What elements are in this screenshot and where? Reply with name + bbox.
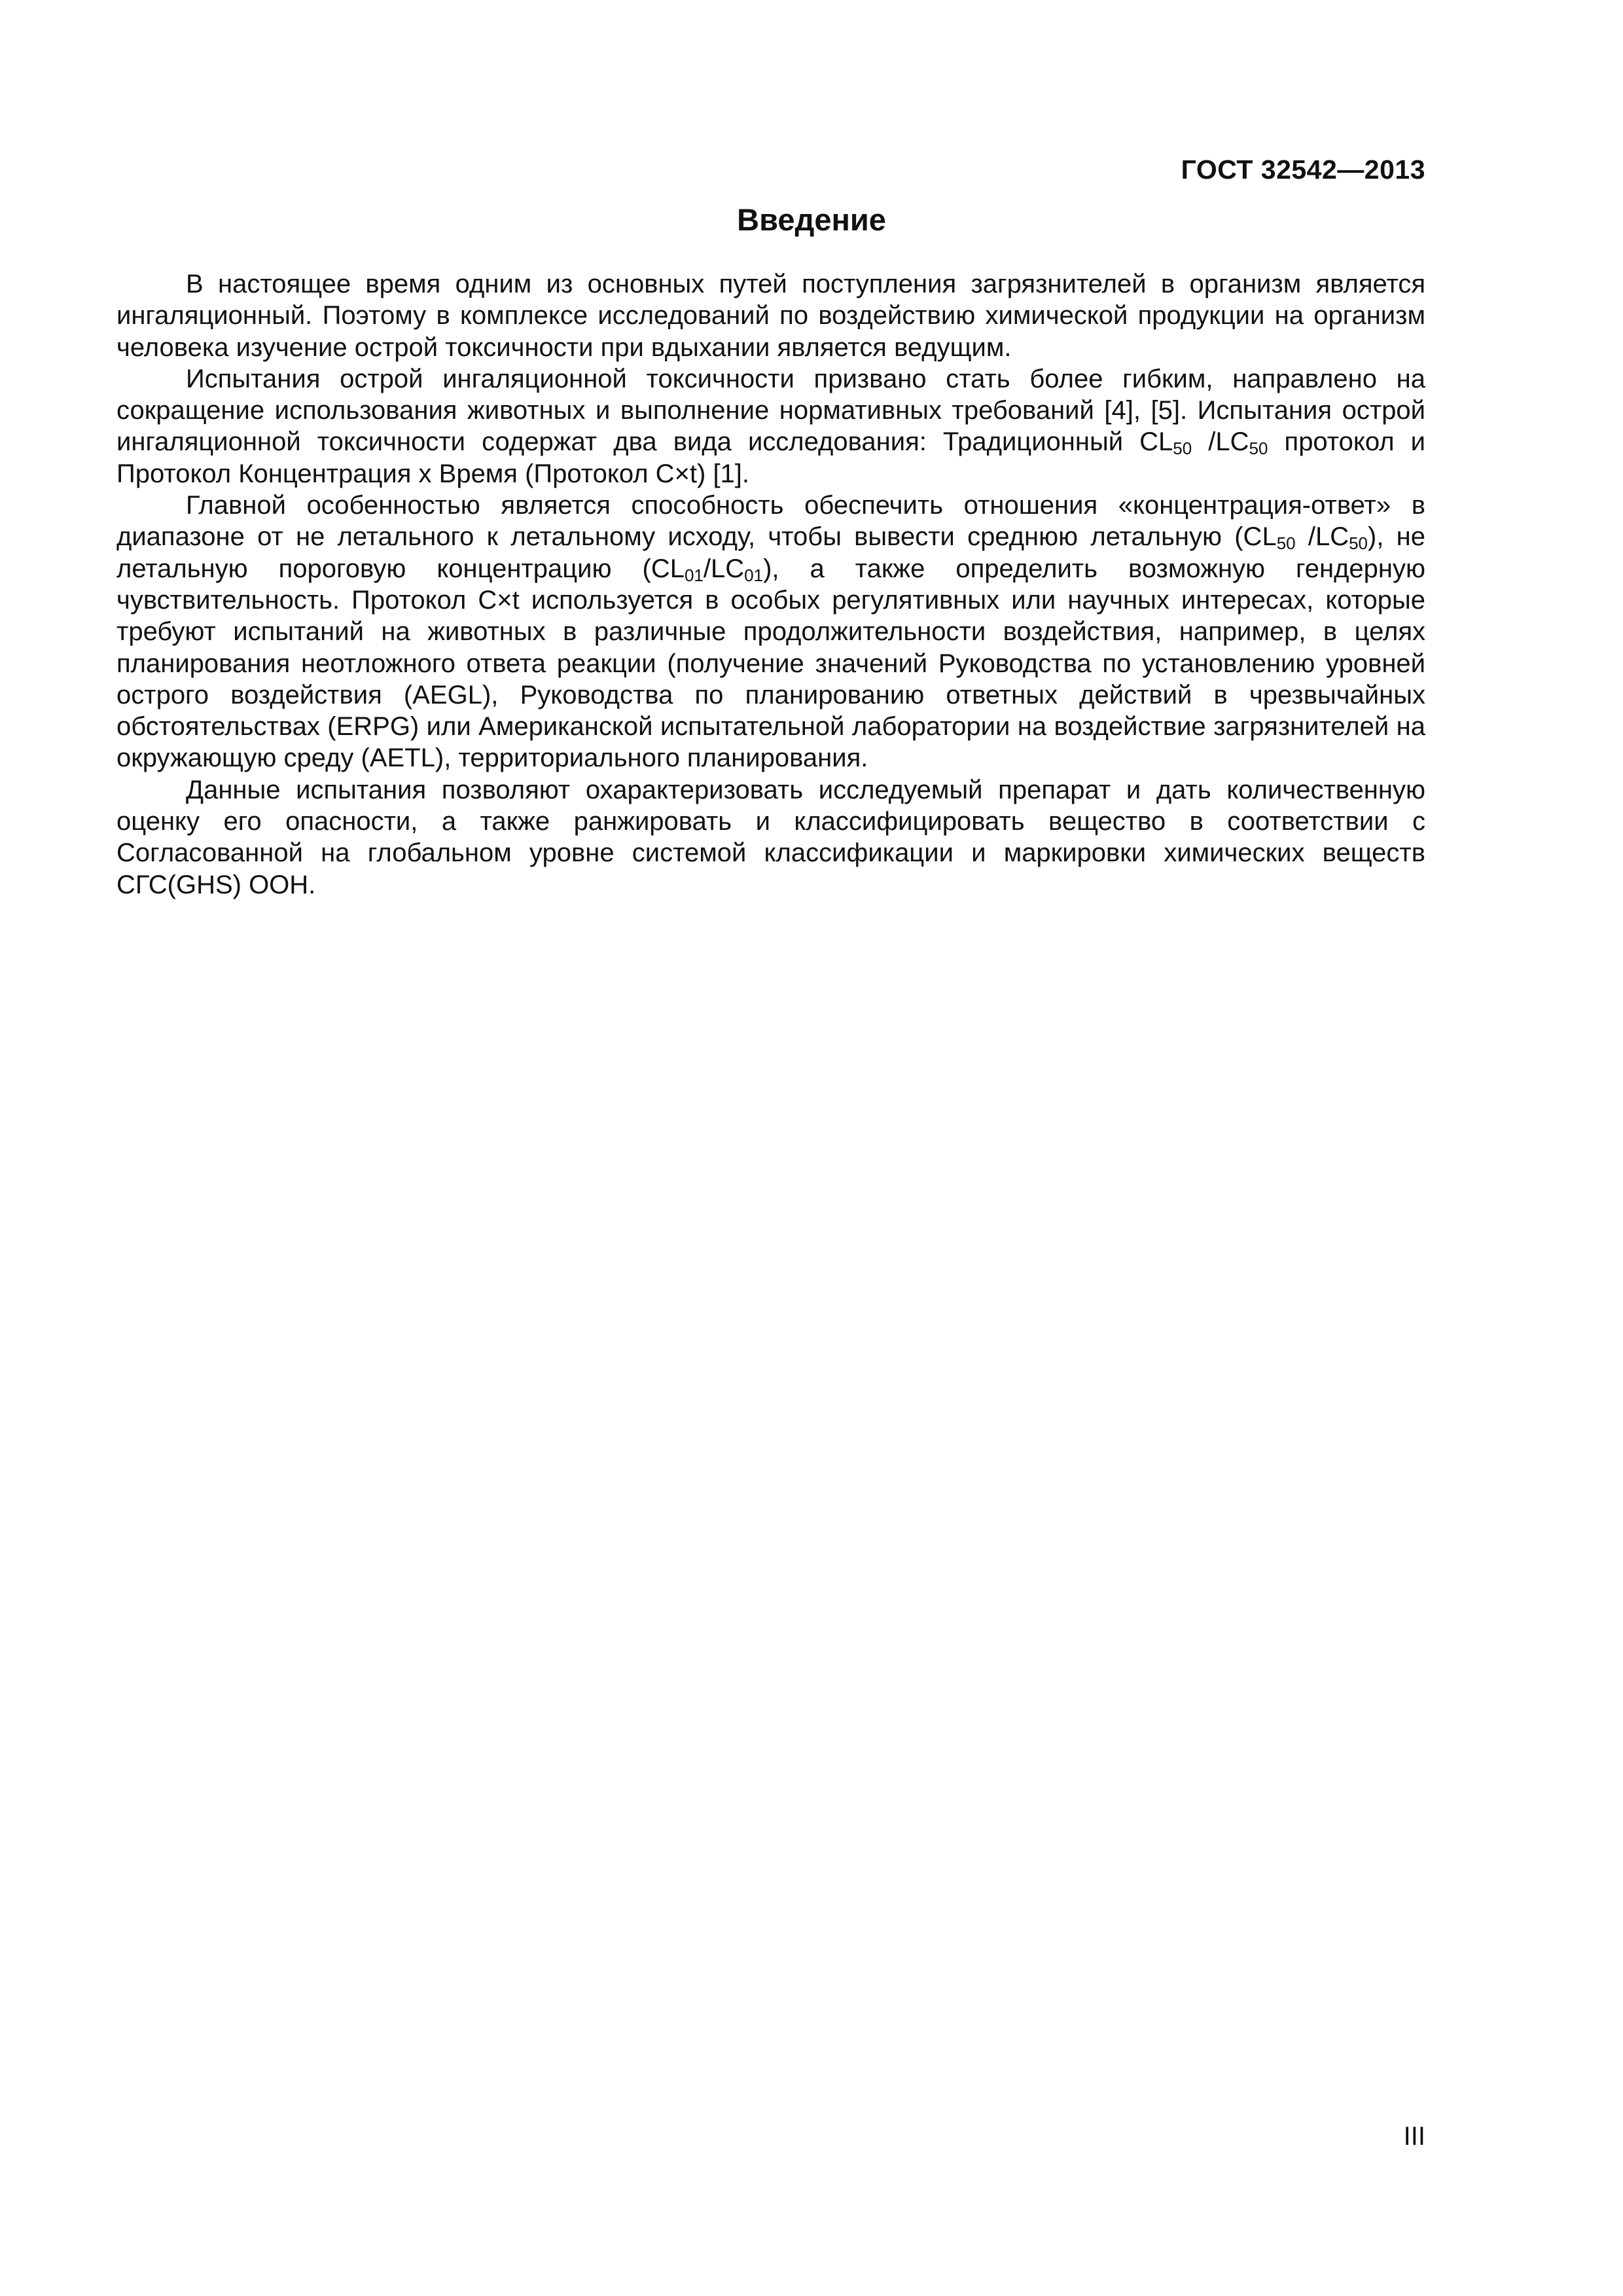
paragraph-3-text-part-1: Главной особенностью является способность обеспечить отношения «концентрация-ответ» в диапазоне от не летального к летальному исходу, чтобы вывести среднюю летальную (CL <box>116 491 1425 552</box>
body-text <box>116 268 1425 901</box>
paragraph-4 <box>116 774 1425 901</box>
document-code: ГОСТ 32542—2013 <box>1181 154 1425 185</box>
paragraph-3-text-part-4: /LC <box>703 554 745 583</box>
paragraph-3 <box>116 490 1425 774</box>
subscript-01: 01 <box>744 565 764 585</box>
paragraph-2 <box>116 363 1425 490</box>
subscript-50: 50 <box>1249 439 1268 459</box>
paragraph-1-text: В настоящее время одним из основных путей поступления загрязнителей в организм является ингаляционный. Поэтому в комплексе исследований по воздействию химической продукции на организм человека изучение острой токсичности при вдыхании является ведущим. <box>116 270 1425 362</box>
subscript-50: 50 <box>1276 533 1296 554</box>
paragraph-2-text-part-2: /LC <box>1192 427 1249 457</box>
paragraph-4-text: Данные испытания позволяют охарактеризовать исследуемый препарат и дать количественную оценку его опасности, а также ранжировать и классифицировать вещество в соответствии с Согласованной на глобальном уровне системой классификации и маркировки химических веществ СГС(GHS) ООН. <box>116 775 1425 899</box>
subscript-50: 50 <box>1349 533 1368 554</box>
section-title: Введение <box>737 202 886 237</box>
subscript-50: 50 <box>1173 439 1192 459</box>
paragraph-1 <box>116 268 1425 363</box>
subscript-01: 01 <box>684 565 704 585</box>
paragraph-3-text-part-3: ), не летальную пороговую концентрацию (CL <box>116 522 1425 583</box>
paragraph-3-text-part-2: /LC <box>1295 522 1349 552</box>
paragraph-2-text-part-1: Испытания острой ингаляционной токсичности призвано стать более гибким, направлено на сокращение использования животных и выполнение нормативных требований [4], [5]. Испытания острой ингаляционной токсичности содержат два вида исследования: Традиционный CL <box>116 364 1425 457</box>
paragraph-2-text-part-3: протокол и Протокол Концентрация х Время (Протокол C×t) [1]. <box>116 427 1425 488</box>
page-number: III <box>1403 2122 1425 2151</box>
paragraph-3-text-part-5: ), а также определить возможную гендерную чувствительность. Протокол C×t используется в особых регулятивных или научных интересах, которые требуют испытаний на животных в различные продолжительности воздействия, например, в целях планирования неотложного ответа реакции (получение значений Руководства по установлению уровней острого воздействия (AEGL), Руководства по планированию ответных действий в чрезвычайных обстоятельствах (ERPG) или Американской испытательной лаборатории на воздействие загрязнителей на окружающую среду (AETL), территориального планирования. <box>116 554 1426 773</box>
